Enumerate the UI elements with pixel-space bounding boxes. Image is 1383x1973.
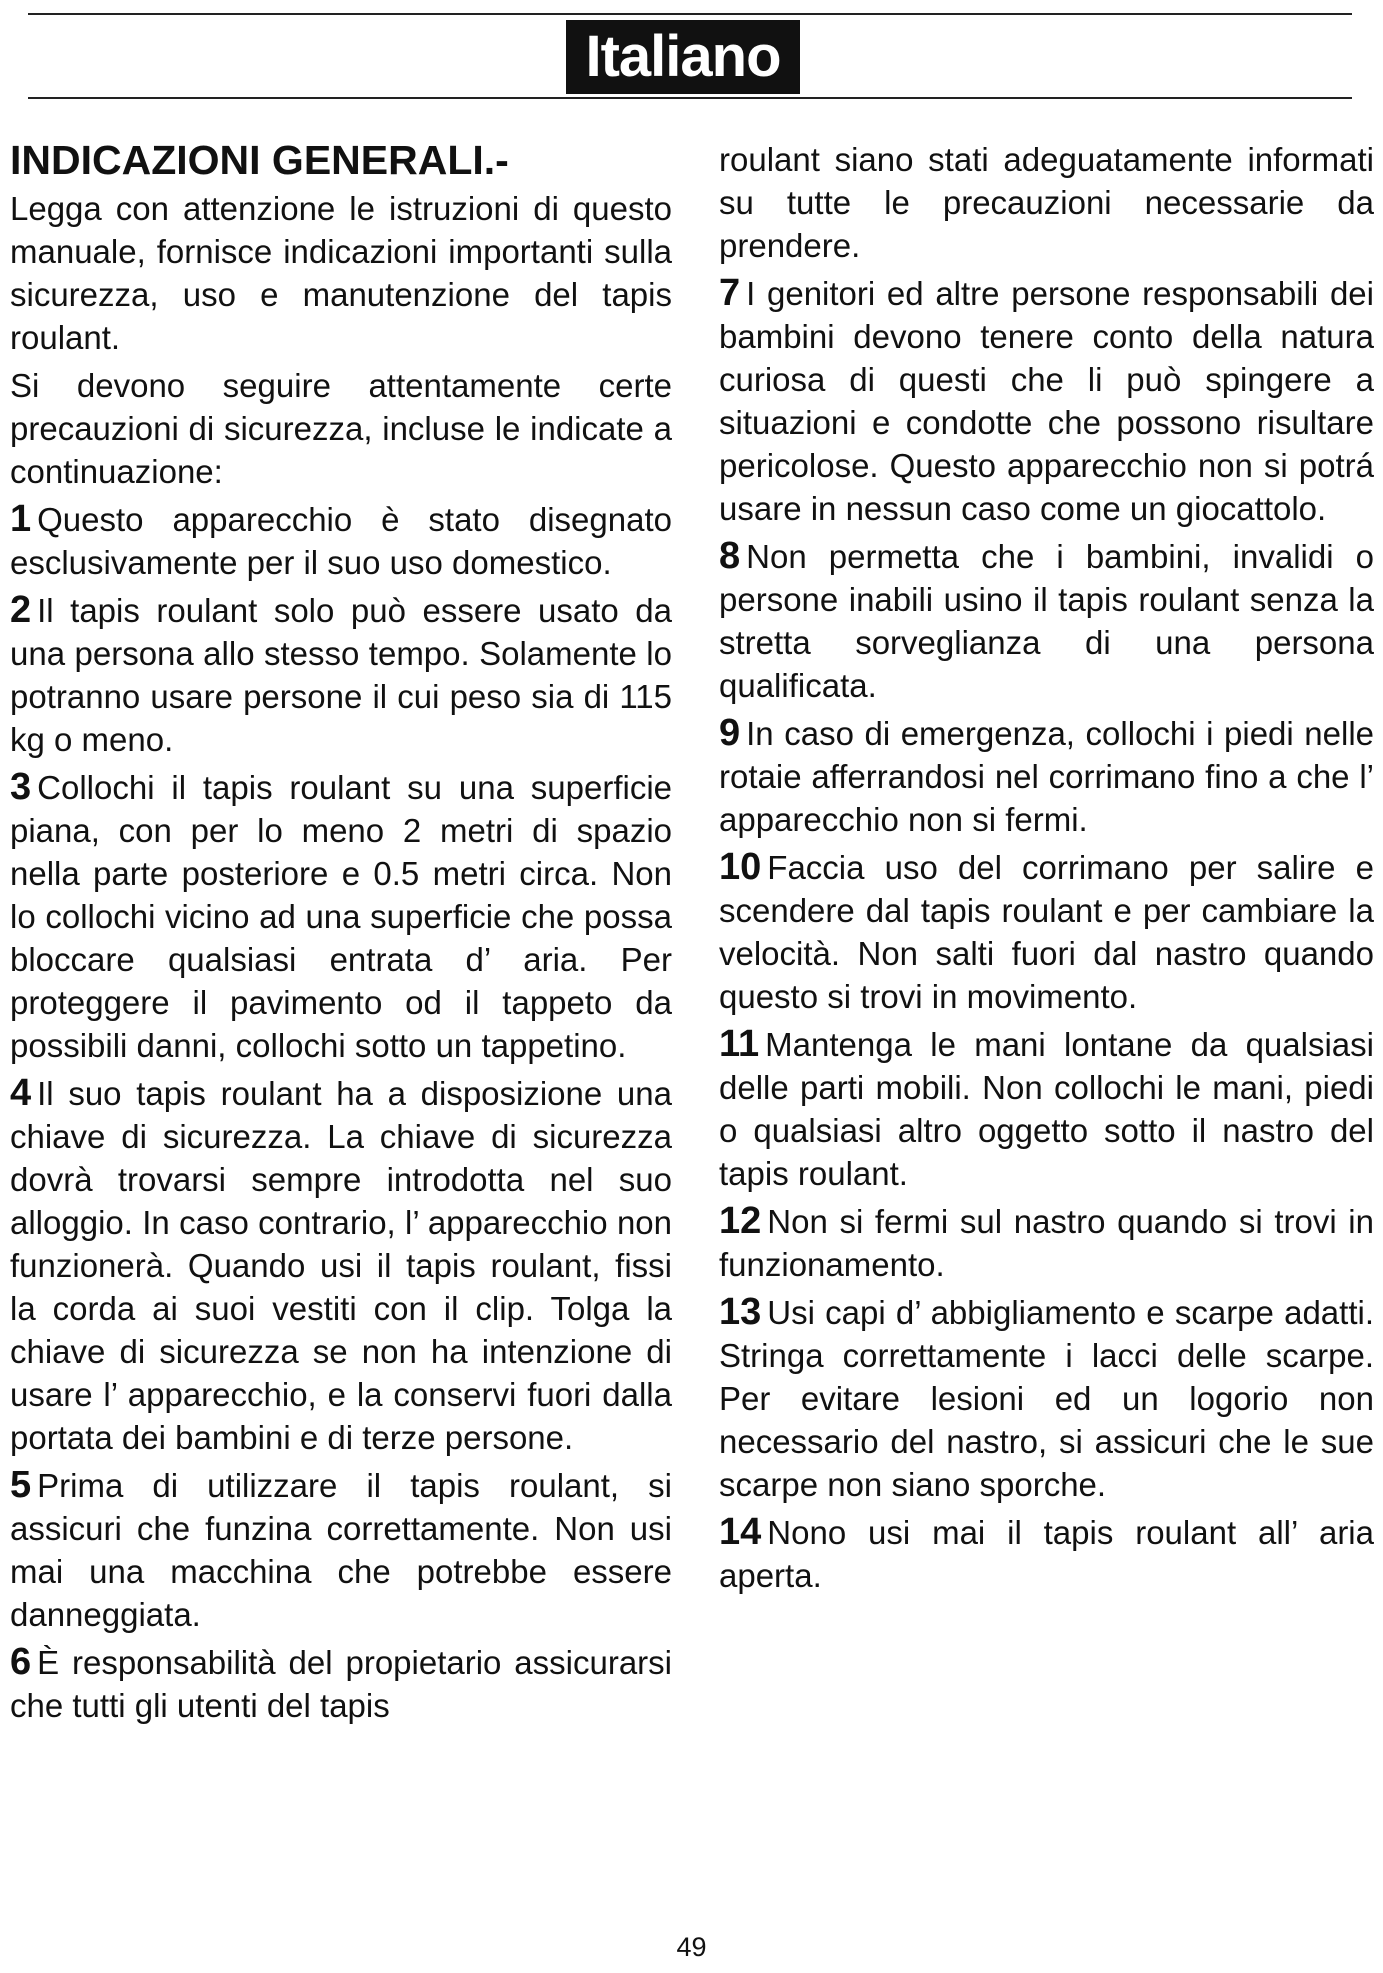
item-text: Il tapis roulant solo può essere usato da una persona allo stesso tempo. Solamente lo potranno usare persone il cui peso sia di 115 kg o meno. xyxy=(10,592,672,758)
list-item xyxy=(719,1511,1374,1597)
item-text: Mantenga le mani lontane da qualsiasi delle parti mobili. Non collochi le mani, piedi o qualsiasi altro oggetto sotto il nastro del tapis roulant. xyxy=(719,1026,1374,1192)
list-item xyxy=(10,1641,672,1727)
list-item xyxy=(719,1023,1374,1195)
item-text: In caso di emergenza, collochi i piedi nelle rotaie afferrandosi nel corrimano fino a che l’ apparecchio non si fermi. xyxy=(719,715,1374,838)
item-number: 1 xyxy=(10,498,32,540)
right-column xyxy=(719,138,1374,1602)
item-text: Non permetta che i bambini, invalidi o persone inabili usino il tapis roulant senza la stretta sorveglianza di una persona qualificata. xyxy=(719,538,1374,704)
list-item xyxy=(719,712,1374,841)
list-item xyxy=(719,535,1374,707)
item-text: Non si fermi sul nastro quando si trovi in funzionamento. xyxy=(719,1203,1374,1283)
item-text: Faccia uso del corrimano per salire e scendere dal tapis roulant e per cambiare la velocità. Non salti fuori dal nastro quando questo si trovi in movimento. xyxy=(719,849,1374,1015)
list-item xyxy=(719,272,1374,530)
item-number: 7 xyxy=(719,272,741,314)
item-number: 5 xyxy=(10,1464,32,1506)
list-item xyxy=(719,1291,1374,1506)
list-item xyxy=(719,1200,1374,1286)
item-number: 14 xyxy=(719,1511,762,1553)
item-text: Collochi il tapis roulant su una superficie piana, con per lo meno 2 metri di spazio nella parte posteriore e 0.5 metri circa. Non lo collochi vicino ad una superficie che possa bloccare qualsiasi entrata d’ aria. Per proteggere il pavimento od il tappeto da possibili danni, collochi sotto un tappetino. xyxy=(10,769,672,1064)
item-text: Prima di utilizzare il tapis roulant, si assicuri che funzina correttamente. Non usi mai una macchina che potrebbe essere danneggiata. xyxy=(10,1467,672,1633)
list-item xyxy=(10,1464,672,1636)
item-text: Il suo tapis roulant ha a disposizione una chiave di sicurezza. La chiave di sicurezza dovrà trovarsi sempre introdotta nel suo alloggio. In caso contrario, l’ apparecchio non funzionerà. Quando usi il tapis roulant, fissi la corda ai suoi vestiti con il clip. Tolga la chiave di sicurezza se non ha intenzione di usare l’ apparecchio, e la conservi fuori dalla portata dei bambini e di terze persone. xyxy=(10,1075,672,1456)
language-tab: Italiano xyxy=(566,20,800,94)
item-number: 3 xyxy=(10,766,32,808)
item-text: I genitori ed altre persone responsabili dei bambini devono tenere conto della natura curiosa di questi che li può spingere a situazioni e condotte che possono risultare pericolose. Questo apparecchio non si potrá usare in nessun caso come un giocattolo. xyxy=(719,275,1374,527)
item-number: 12 xyxy=(719,1200,762,1242)
page-number: 49 xyxy=(676,1932,707,1962)
item-number: 10 xyxy=(719,846,762,888)
item-text: Nono usi mai il tapis roulant all’ aria aperta. xyxy=(719,1514,1374,1594)
item-number: 9 xyxy=(719,712,741,754)
item-text: Usi capi d’ abbigliamento e scarpe adatti. Stringa correttamente i lacci delle scarpe. Per evitare lesioni ed un logorio non necessario del nastro, si assicuri che le sue scarpe non siano sporche. xyxy=(719,1294,1374,1503)
list-item xyxy=(10,766,672,1067)
list-item xyxy=(10,589,672,761)
item-number: 4 xyxy=(10,1072,32,1114)
list-item xyxy=(10,1072,672,1459)
section-heading: INDICAZIONI GENERALI.- xyxy=(10,137,509,183)
item-number: 13 xyxy=(719,1291,762,1333)
item-number: 2 xyxy=(10,589,32,631)
item-number: 11 xyxy=(719,1023,760,1065)
list-item xyxy=(10,498,672,584)
intro-paragraph: Si devono seguire attentamente certe precauzioni di sicurezza, incluse le indicate a continuazione: xyxy=(10,367,672,490)
item-text: Questo apparecchio è stato disegnato esclusivamente per il suo uso domestico. xyxy=(10,501,672,581)
header-rule-bottom xyxy=(28,97,1352,99)
header-rule-top xyxy=(28,13,1352,15)
left-column xyxy=(10,134,672,1732)
continuation-paragraph: roulant siano stati adeguatamente informati su tutte le precauzioni necessarie da prendere. xyxy=(719,141,1374,264)
intro-paragraph: Legga con attenzione le istruzioni di questo manuale, fornisce indicazioni importanti sulla sicurezza, uso e manutenzione del tapis roulant. xyxy=(10,190,672,356)
list-item xyxy=(719,846,1374,1018)
item-text: È responsabilità del propietario assicurarsi che tutti gli utenti del tapis xyxy=(10,1644,672,1724)
item-number: 8 xyxy=(719,535,741,577)
item-number: 6 xyxy=(10,1641,32,1683)
